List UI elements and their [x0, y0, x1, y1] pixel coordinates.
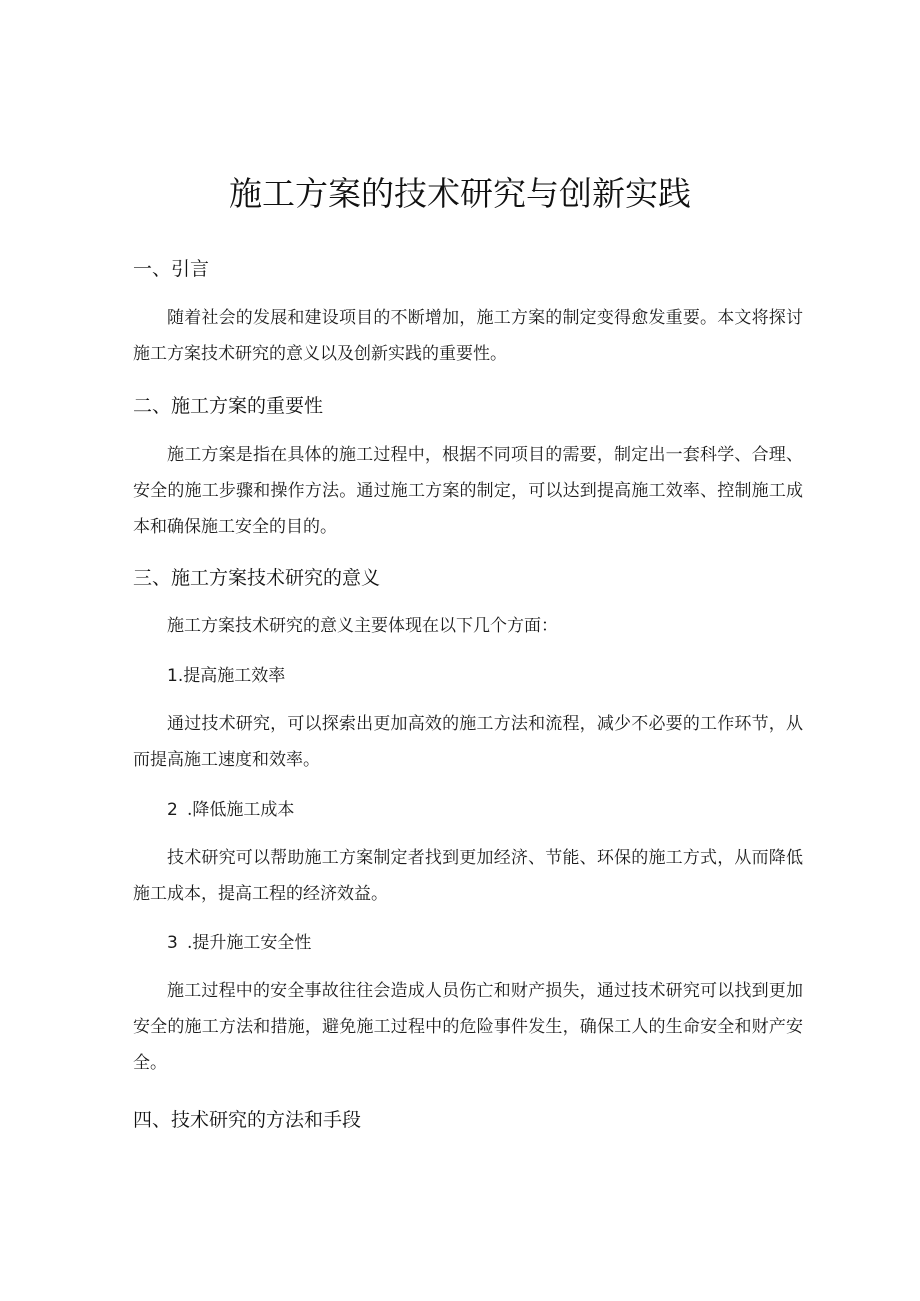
section-heading-significance: 三、施工方案技术研究的意义: [133, 567, 381, 589]
list-item-number: 1.: [167, 666, 184, 686]
list-item-label: 提高施工效率: [183, 666, 286, 686]
section-paragraph: 随着社会的发展和建设项目的不断增加，施工方案的制定变得愈发重要。本文将探讨施工方案技术研究的意义以及创新实践的重要性。: [133, 308, 803, 364]
list-item-heading: [167, 929, 311, 957]
list-item-paragraph: 施工过程中的安全事故往往会造成人员伤亡和财产损失，通过技术研究可以找到更加安全的施工方法和措施，避免施工过程中的危险事件发生，确保工人的生命安全和财产安全。: [133, 981, 803, 1073]
section-intro: 施工方案技术研究的意义主要体现在以下几个方面：: [167, 616, 558, 636]
list-item-label: .降低施工成本: [187, 800, 295, 820]
list-item-heading: [167, 796, 294, 824]
list-item-label: .提升施工安全性: [187, 933, 312, 953]
list-item-paragraph: 通过技术研究，可以探索出更加高效的施工方法和流程，减少不必要的工作环节，从而提高施工速度和效率。: [133, 714, 803, 770]
section-paragraph: 施工方案是指在具体的施工过程中，根据不同项目的需要，制定出一套科学、合理、安全的施工步骤和操作方法。通过施工方案的制定，可以达到提高施工效率、控制施工成本和确保施工安全的目的。: [133, 445, 803, 537]
list-item-paragraph: 技术研究可以帮助施工方案制定者找到更加经济、节能、环保的施工方式，从而降低施工成本，提高工程的经济效益。: [133, 848, 803, 904]
document-title: 施工方案的技术研究与创新实践: [229, 174, 691, 213]
list-item-heading: [167, 662, 285, 690]
section-heading-importance: 二、施工方案的重要性: [133, 395, 324, 417]
section-heading-introduction: 一、引言: [133, 258, 210, 280]
list-item-number: 2: [167, 800, 178, 820]
section-heading-methods: 四、技术研究的方法和手段: [133, 1109, 362, 1131]
list-item-number: 3: [167, 933, 178, 953]
